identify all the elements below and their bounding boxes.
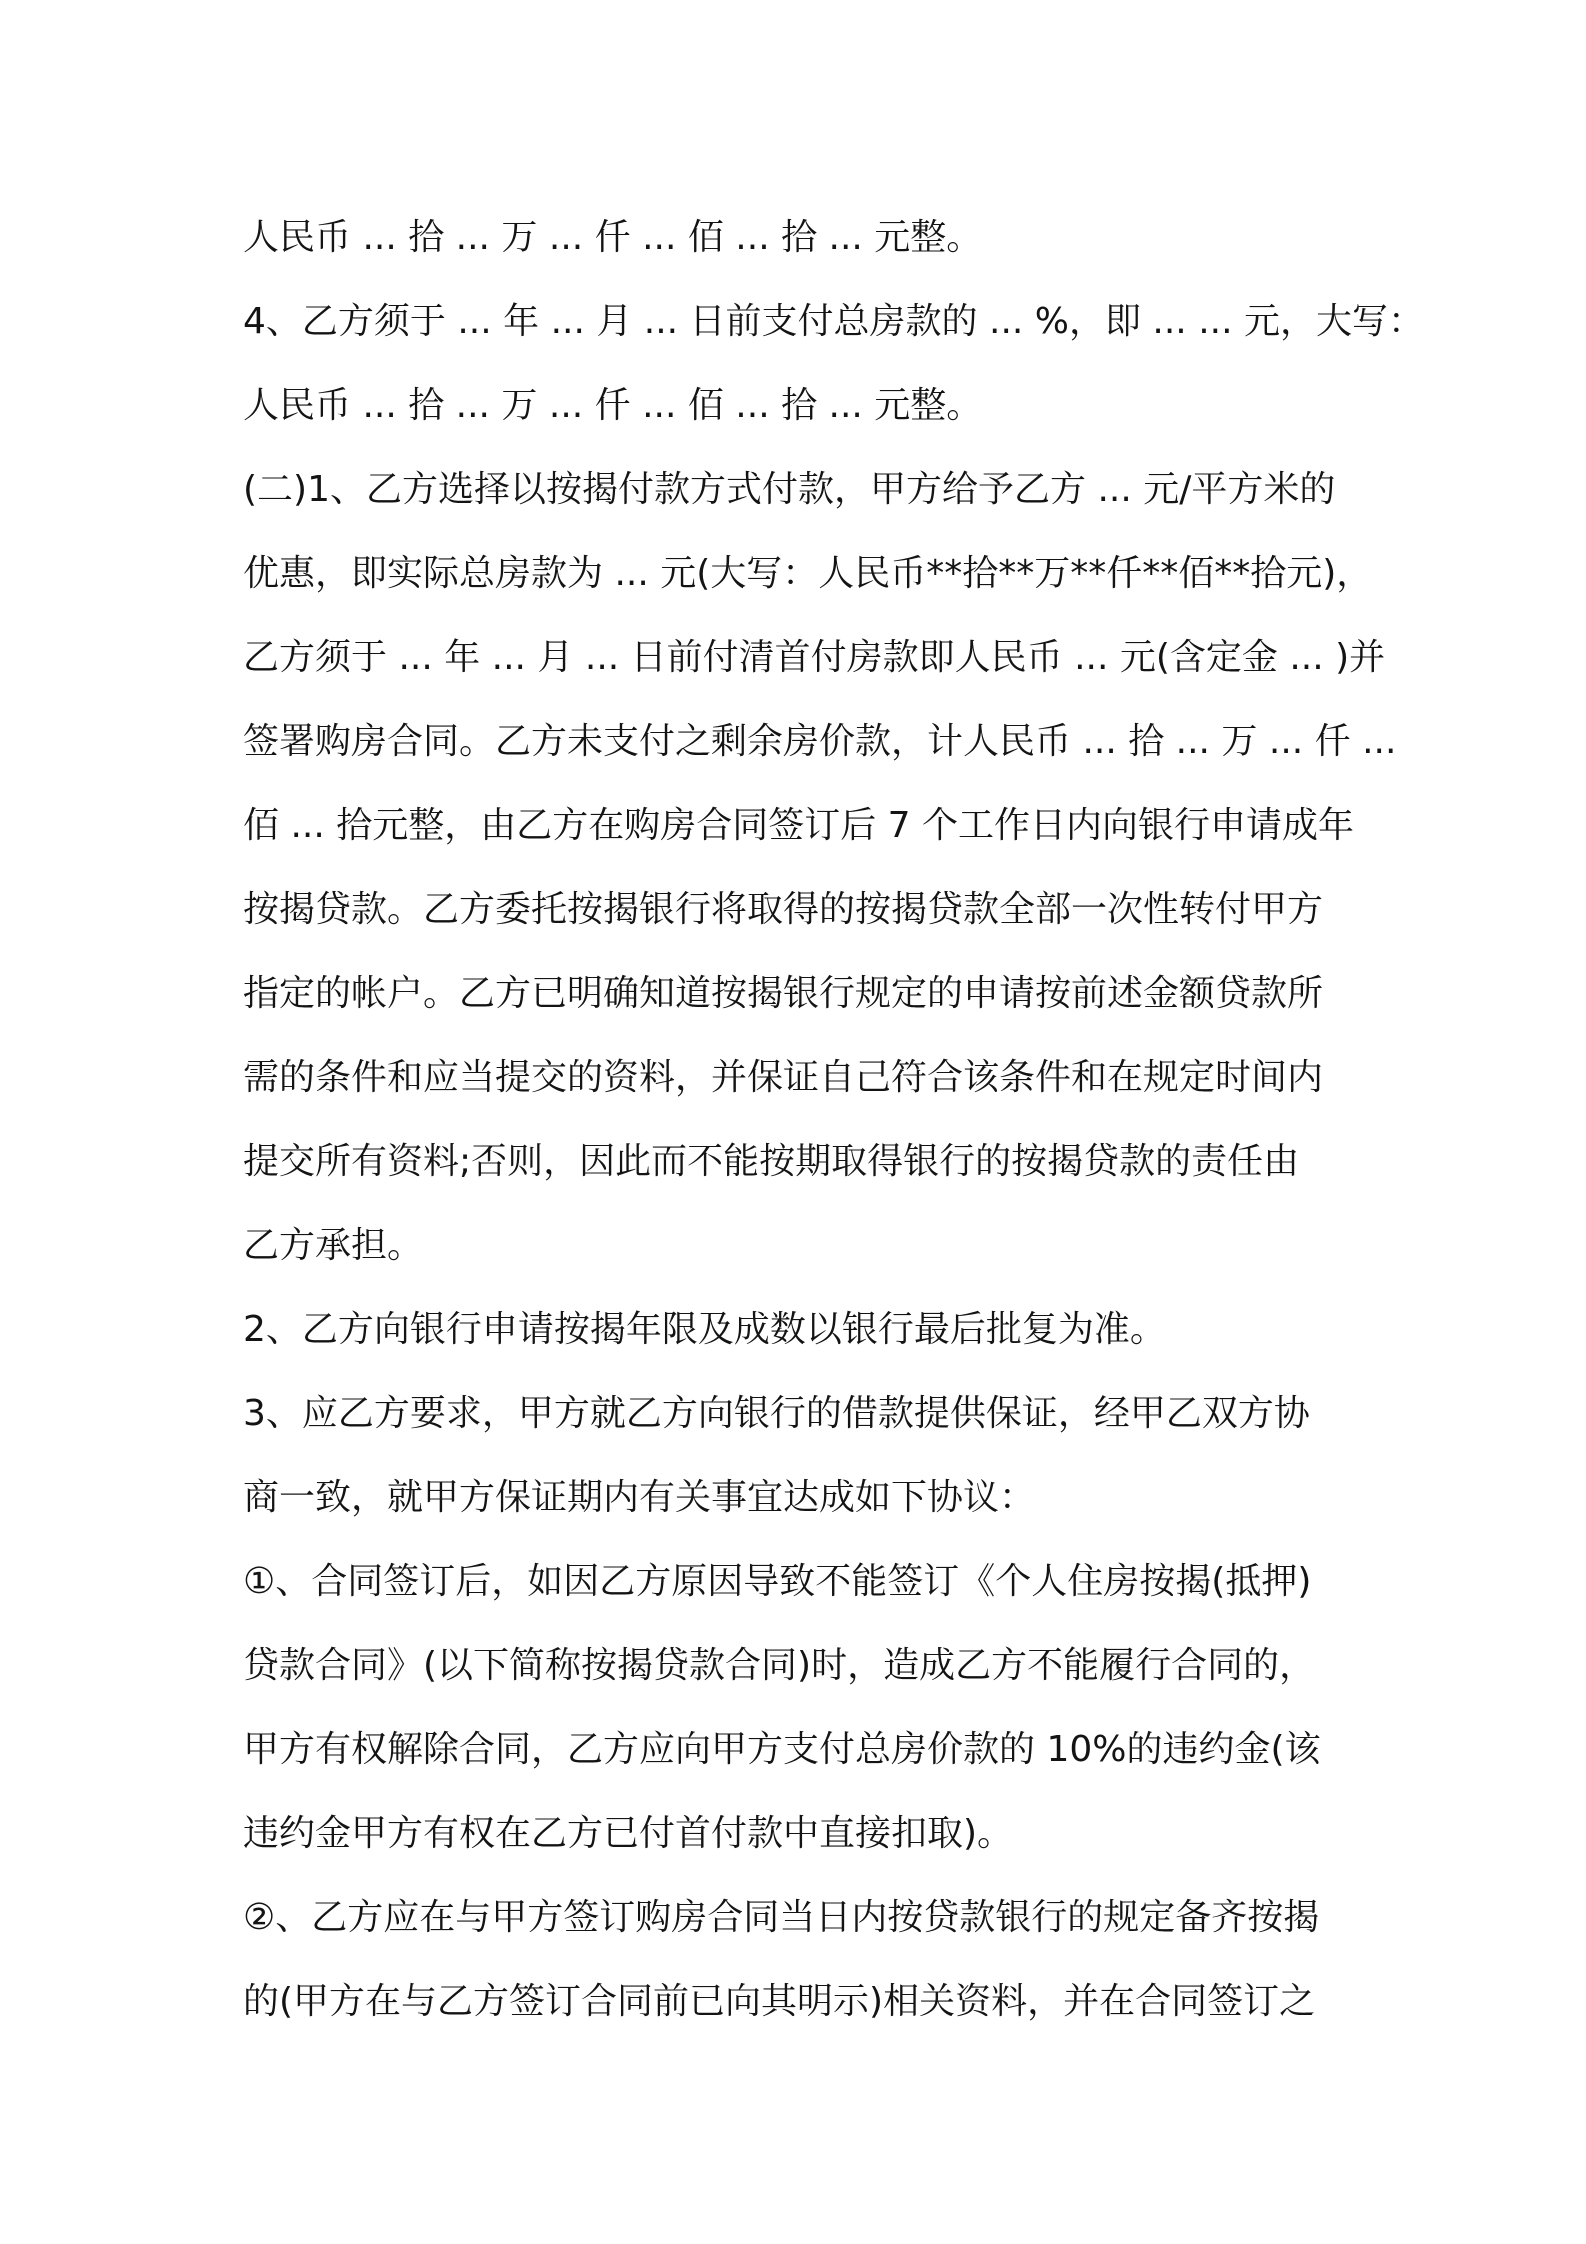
text-line: 商一致，就甲方保证期内有关事宜达成如下协议： [243,1477,1036,1518]
text-line: 人民币 ... 拾 ... 万 ... 仟 ... 佰 ... 拾 ... 元整。 [243,385,983,426]
text-line: 乙方须于 ... 年 ... 月 ... 日前付清首付房款即人民币 ... 元(含定金 ... )并 [243,637,1386,678]
text-line: 2、乙方向银行申请按揭年限及成数以银行最后批复为准。 [243,1309,1166,1350]
text-line: ②、乙方应在与甲方签订购房合同当日内按贷款银行的规定备齐按揭 [243,1897,1320,1938]
text-line: 佰 ... 拾元整，由乙方在购房合同签订后 7 个工作日内向银行申请成年 [243,805,1355,846]
text-line: ①、合同签订后，如因乙方原因导致不能签订《个人住房按揭(抵押) [243,1561,1312,1602]
text-line: 贷款合同》(以下简称按揭贷款合同)时，造成乙方不能履行合同的， [243,1645,1316,1686]
text-line: 优惠，即实际总房款为 ... 元(大写：人民币**拾**万**仟**佰**拾元)， [243,553,1373,594]
text-line: 甲方有权解除合同，乙方应向甲方支付总房价款的 10%的违约金(该 [243,1729,1321,1770]
text-line: 人民币 ... 拾 ... 万 ... 仟 ... 佰 ... 拾 ... 元整。 [243,217,983,258]
text-line: (二)1、乙方选择以按揭付款方式付款，甲方给予乙方 ... 元/平方米的 [243,469,1336,510]
text-line: 提交所有资料;否则，因此而不能按期取得银行的按揭贷款的责任由 [243,1141,1300,1182]
contract-body-text [243,196,1424,2044]
text-line: 需的条件和应当提交的资料，并保证自己符合该条件和在规定时间内 [243,1057,1324,1098]
text-line: 指定的帐户。乙方已明确知道按揭银行规定的申请按前述金额贷款所 [243,973,1324,1014]
text-line: 按揭贷款。乙方委托按揭银行将取得的按揭贷款全部一次性转付甲方 [243,889,1324,930]
text-line: 的(甲方在与乙方签订合同前已向其明示)相关资料，并在合同签订之 [243,1981,1316,2022]
text-line: 乙方承担。 [243,1225,424,1266]
text-line: 4、乙方须于 ... 年 ... 月 ... 日前支付总房款的 ... %，即 ... ... 元，大写： [243,301,1424,342]
text-line: 3、应乙方要求，甲方就乙方向银行的借款提供保证，经甲乙双方协 [243,1393,1310,1434]
text-line: 违约金甲方有权在乙方已付首付款中直接扣取)。 [243,1813,1014,1854]
text-line: 签署购房合同。乙方未支付之剩余房价款，计人民币 ... 拾 ... 万 ... 仟 ... [243,721,1397,762]
